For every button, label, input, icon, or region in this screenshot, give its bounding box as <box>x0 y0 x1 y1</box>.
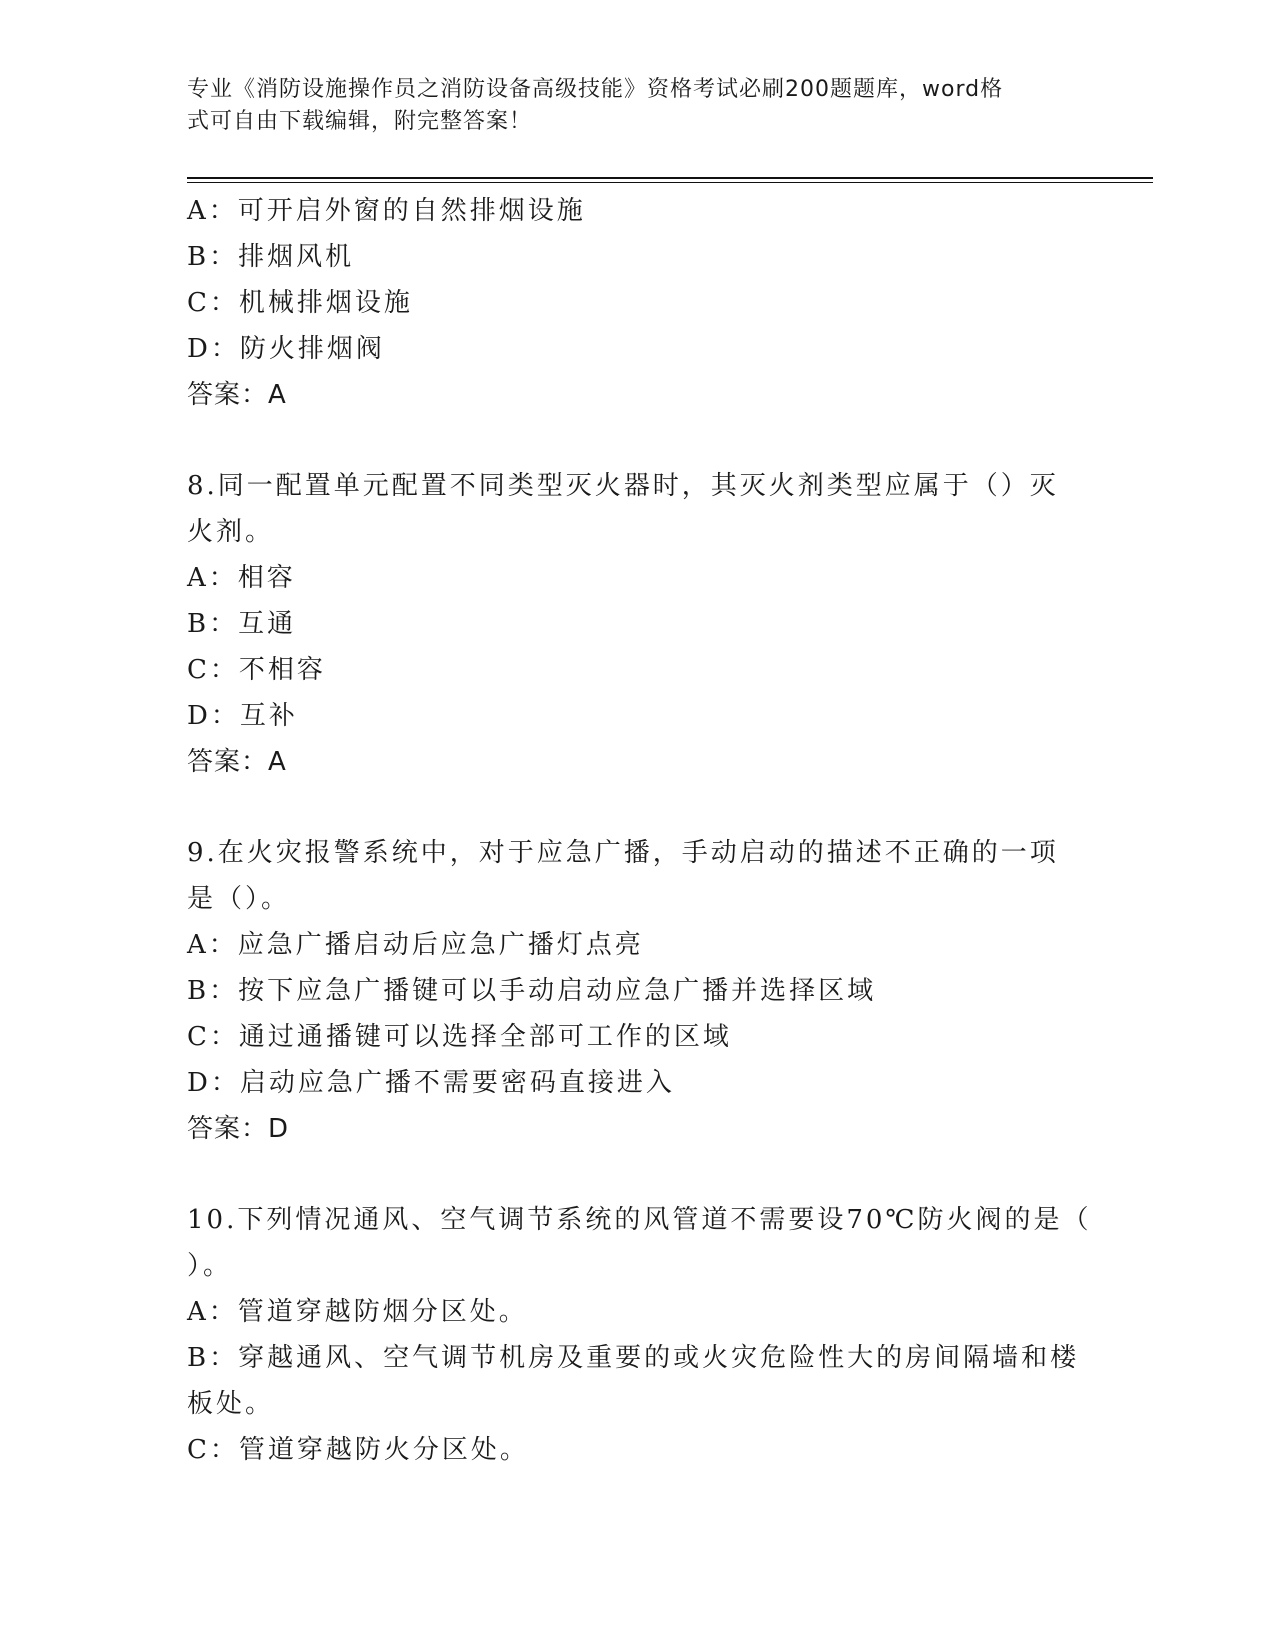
header-line-2: 式可自由下载编辑，附完整答案！ <box>187 109 533 134</box>
option-d: D：互补 <box>187 701 298 731</box>
option-c: C：管道穿越防火分区处。 <box>187 1435 529 1465</box>
question-content <box>187 188 1092 1473</box>
option-b: B：排烟风机 <box>187 242 355 272</box>
option-b: B：按下应急广播键可以手动启动应急广播并选择区域 <box>187 976 877 1006</box>
option-a: A：相容 <box>187 563 296 593</box>
option-c: C：通过通播键可以选择全部可工作的区域 <box>187 1022 732 1052</box>
question-stem: 8.同一配置单元配置不同类型灭火器时，其灭火剂类型应属于（）灭 <box>187 471 1059 501</box>
answer: 答案：A <box>187 747 287 777</box>
option-b-continued: 板处。 <box>187 1389 275 1419</box>
question-stem: 10.下列情况通风、空气调节系统的风管道不需要设70℃防火阀的是（ <box>187 1205 1092 1235</box>
option-b: B：互通 <box>187 609 297 639</box>
option-a: A：管道穿越防烟分区处。 <box>187 1297 528 1327</box>
question-8 <box>187 463 1077 785</box>
header-rule-thin <box>187 182 1153 183</box>
option-c: C：机械排烟设施 <box>187 288 413 318</box>
question-10 <box>187 1197 1092 1473</box>
header-line-1: 专业《消防设施操作员之消防设备高级技能》资格考试必刷200题题库，word格 <box>187 77 1004 102</box>
question-stem: ）。 <box>187 1251 233 1281</box>
question-stem: 火剂。 <box>187 517 275 547</box>
option-c: C：不相容 <box>187 655 326 685</box>
question-7-tail <box>187 188 1077 418</box>
answer: 答案：A <box>187 380 287 410</box>
option-d: D：启动应急广播不需要密码直接进入 <box>187 1068 675 1098</box>
question-stem: 9.在火灾报警系统中，对于应急广播，手动启动的描述不正确的一项 <box>187 838 1059 868</box>
question-9 <box>187 830 1077 1152</box>
option-a: A：可开启外窗的自然排烟设施 <box>187 196 586 226</box>
question-stem: 是（）。 <box>187 884 291 914</box>
page-header <box>187 74 1067 138</box>
header-rule-thick <box>187 177 1153 179</box>
option-d: D：防火排烟阀 <box>187 334 385 364</box>
answer: 答案：D <box>187 1114 290 1144</box>
option-b: B：穿越通风、空气调节机房及重要的或火灾危险性大的房间隔墙和楼 <box>187 1343 1080 1373</box>
option-a: A：应急广播启动后应急广播灯点亮 <box>187 930 644 960</box>
